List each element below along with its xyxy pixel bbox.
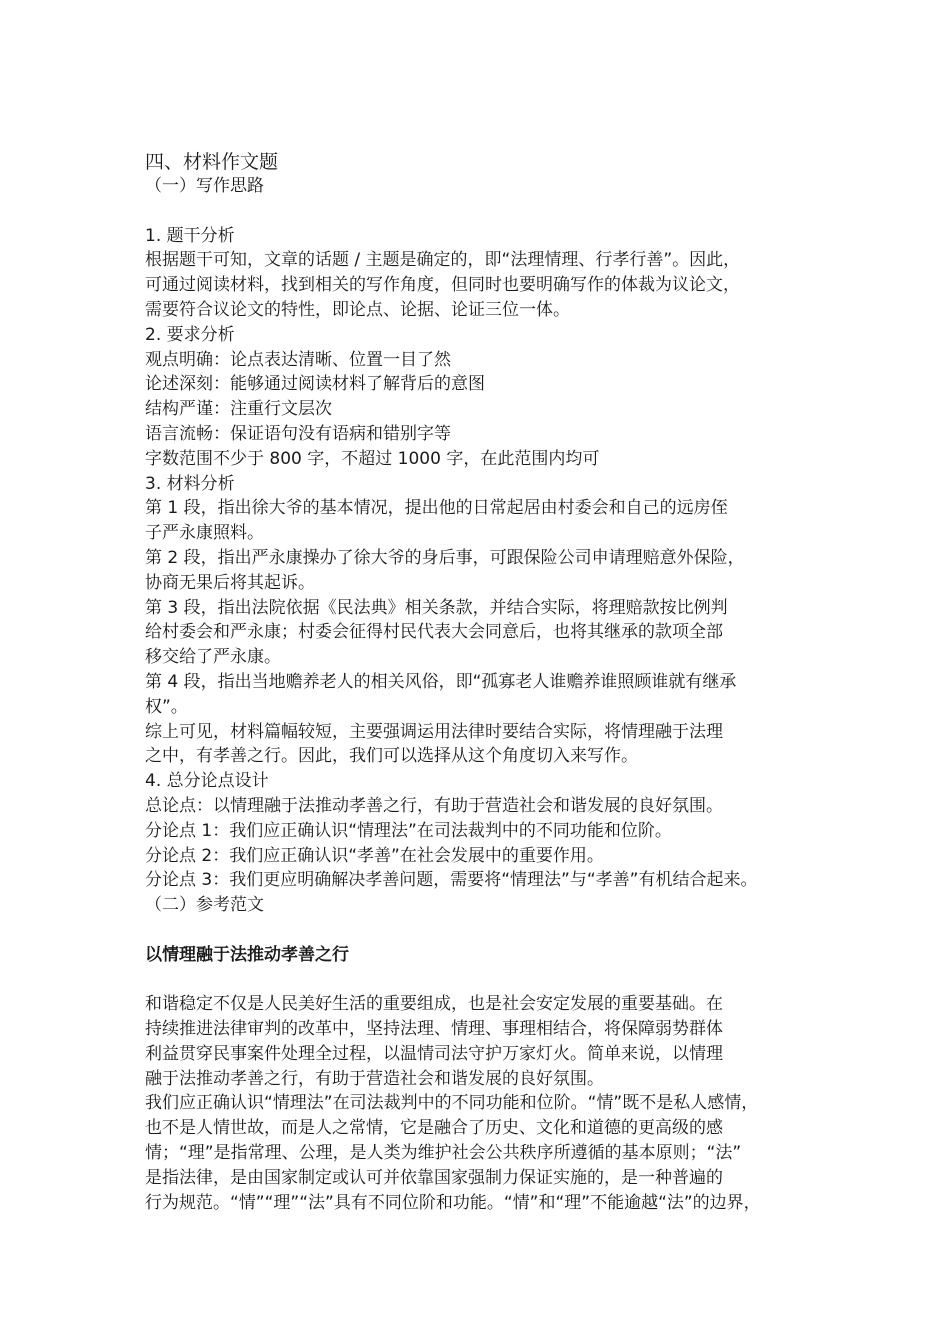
- spacer: [145, 918, 815, 943]
- item4-heading: 4. 总分论点设计: [145, 771, 269, 792]
- item3-paragraph: 第 2 段，指出严永康操办了徐大爷的身后事，可跟保险公司申请理赔意外保险， 协商无果后将其起诉。: [145, 547, 745, 593]
- item2-line: 观点明确：论点表达清晰、位置一目了然: [145, 349, 451, 370]
- item4-line: 总论点：以情理融于法推动孝善之行，有助于营造社会和谐发展的良好氛围。: [145, 795, 723, 816]
- document-page: [145, 150, 815, 1215]
- item4-line: 分论点 1：我们应正确认识“情理法”在司法裁判中的不同功能和位阶。: [145, 820, 672, 841]
- item3-heading: 3. 材料分析: [145, 473, 235, 494]
- spacer: [145, 199, 815, 224]
- item2-line: 论述深刻：能够通过阅读材料了解背后的意图: [145, 374, 485, 395]
- item1-text: 根据题干可知，文章的话题 / 主题是确定的，即“法理情理、行孝行善”。因此， 可通过阅读材料，找到相关的写作角度，但同时也要明确写作的体裁为议论文， 需要符合议论文的特性，即论点、论据、论证三位一体。: [145, 250, 741, 320]
- essay-title: 以情理融于法推动孝善之行: [145, 944, 349, 965]
- item2-line: 字数范围不少于 800 字，不超过 1000 字，在此范围内均可: [145, 448, 600, 469]
- part1-heading: （一）写作思路: [145, 176, 264, 196]
- essay-paragraph: 和谐稳定不仅是人民美好生活的重要组成，也是社会安定发展的重要基础。在 持续推进法律审判的改革中，坚持法理、情理、事理相结合，将保障弱势群体 利益贯穿民事案件处理全过程，以温情司法守护万家灯火。简单来说，以情理 融于法推动孝善之行，有助于营造社会和谐发展的良好氛围。: [145, 994, 723, 1089]
- item4-line: 分论点 3：我们更应明确解决孝善问题，需要将“情理法”与“孝善”有机结合起来。: [145, 870, 758, 891]
- essay-paragraph: 我们应正确认识“情理法”在司法裁判中的不同功能和位阶。“情”既不是私人感情， 也不是人情世故，而是人之常情，它是融合了历史、文化和道德的更高级的感 情；“理”是指常理、公理，是人类为维护社会公共秩序所遵循的基本原则；“法” 是指法律，是由国家制定或认可并依靠国家强制力保证实施的，是一种普遍的 行为规范。“情”“理”“法”具有不同位阶和功能。“情”和“理”不能逾越“法”的边界，: [145, 1093, 761, 1213]
- item3-paragraph: 第 4 段，指出当地赡养老人的相关风俗，即“孤寡老人谁赡养谁照顾谁就有继承 权”。: [145, 671, 737, 717]
- item2-line: 语言流畅：保证语句没有语病和错别字等: [145, 423, 451, 444]
- item4-line: 分论点 2：我们应正确认识“孝善”在社会发展中的重要作用。: [145, 845, 604, 866]
- item2-line: 结构严谨：注重行文层次: [145, 399, 332, 420]
- section-title: 四、材料作文题: [145, 151, 279, 173]
- item3-paragraph: 第 3 段，指出法院依据《民法典》相关条款，并结合实际，将理赔款按比例判 给村委会和严永康；村委会征得村民代表大会同意后，也将其继承的款项全部 移交给了严永康。: [145, 597, 728, 668]
- spacer: [145, 968, 815, 993]
- part2-heading: （二）参考范文: [145, 895, 264, 916]
- item1-heading: 1. 题干分析: [145, 225, 235, 246]
- item2-heading: 2. 要求分析: [145, 324, 235, 345]
- item3-paragraph: 第 1 段，指出徐大爷的基本情况，提出他的日常起居由村委会和自己的远房侄 子严永康照料。: [145, 498, 728, 544]
- item3-paragraph: 综上可见，材料篇幅较短，主要强调运用法律时要结合实际，将情理融于法理 之中，有孝善之行。因此，我们可以选择从这个角度切入来写作。: [145, 721, 723, 767]
